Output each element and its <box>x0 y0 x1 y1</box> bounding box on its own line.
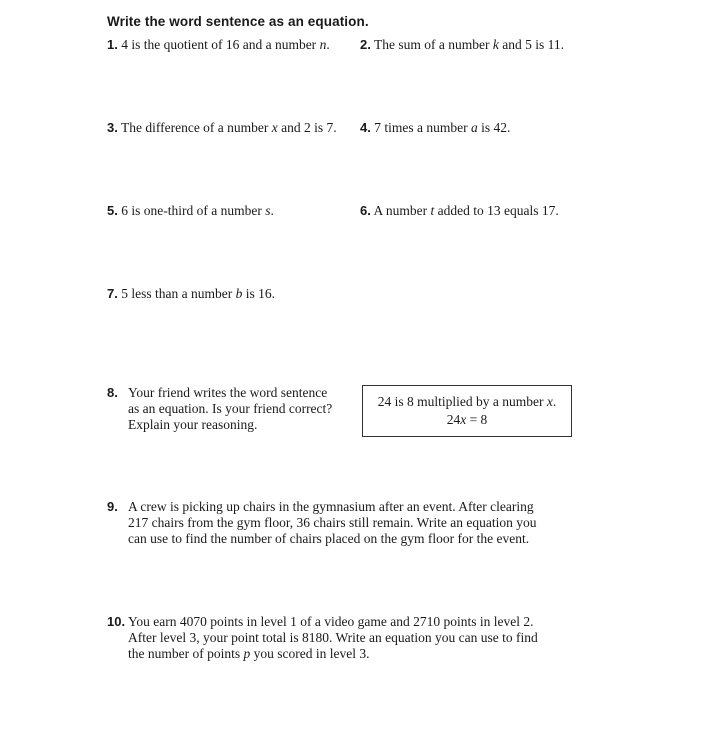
problem-text: 4 is the quotient of 16 and a number n. <box>121 37 330 52</box>
problem-10 <box>107 614 567 662</box>
friend-equation: 24x = 8 <box>446 412 488 427</box>
problem-number: 7. <box>107 286 118 301</box>
problem-text: 7 times a number a is 42. <box>374 120 511 135</box>
problem-5 <box>107 203 274 219</box>
problem-4 <box>360 120 510 136</box>
problem-number: 3. <box>107 120 118 135</box>
problem-text: A crew is picking up chairs in the gymnasium after an event. After clearing 217 chairs from the gym floor, 36 chairs still remain. Write an equation you can use to find the number of chairs placed on the gym floor for the event. <box>128 499 537 546</box>
problem-8 <box>107 385 347 433</box>
problem-number: 9. <box>107 499 118 514</box>
problem-text: You earn 4070 points in level 1 of a video game and 2710 points in level 2. After level 3, your point total is 8180. Write an equation you can use to find the number of points p you scored in level 3. <box>128 614 538 661</box>
problem-7 <box>107 286 275 302</box>
problem-text: 6 is one-third of a number s. <box>121 203 274 218</box>
word-sentence: 24 is 8 multiplied by a number x. <box>377 394 557 409</box>
problem-number: 10. <box>107 614 126 629</box>
friend-equation-box <box>362 385 572 437</box>
problem-text: The difference of a number x and 2 is 7. <box>120 120 337 135</box>
problem-text: A number t added to 13 equals 17. <box>373 203 559 218</box>
problem-text: The sum of a number k and 5 is 11. <box>373 37 564 52</box>
problem-number: 4. <box>360 120 371 135</box>
problem-number: 1. <box>107 37 118 52</box>
problem-text: 5 less than a number b is 16. <box>121 286 275 301</box>
worksheet-heading: Write the word sentence as an equation. <box>107 14 369 29</box>
problem-6 <box>360 203 559 219</box>
problem-number: 5. <box>107 203 118 218</box>
problem-number: 6. <box>360 203 371 218</box>
problem-9 <box>107 499 567 547</box>
problem-number: 8. <box>107 385 118 400</box>
problem-2 <box>360 37 564 53</box>
problem-number: 2. <box>360 37 371 52</box>
problem-3 <box>107 120 337 136</box>
problem-text: Your friend writes the word sentence as an equation. Is your friend correct? Explain your reasoning. <box>128 385 333 432</box>
problem-1 <box>107 37 330 53</box>
